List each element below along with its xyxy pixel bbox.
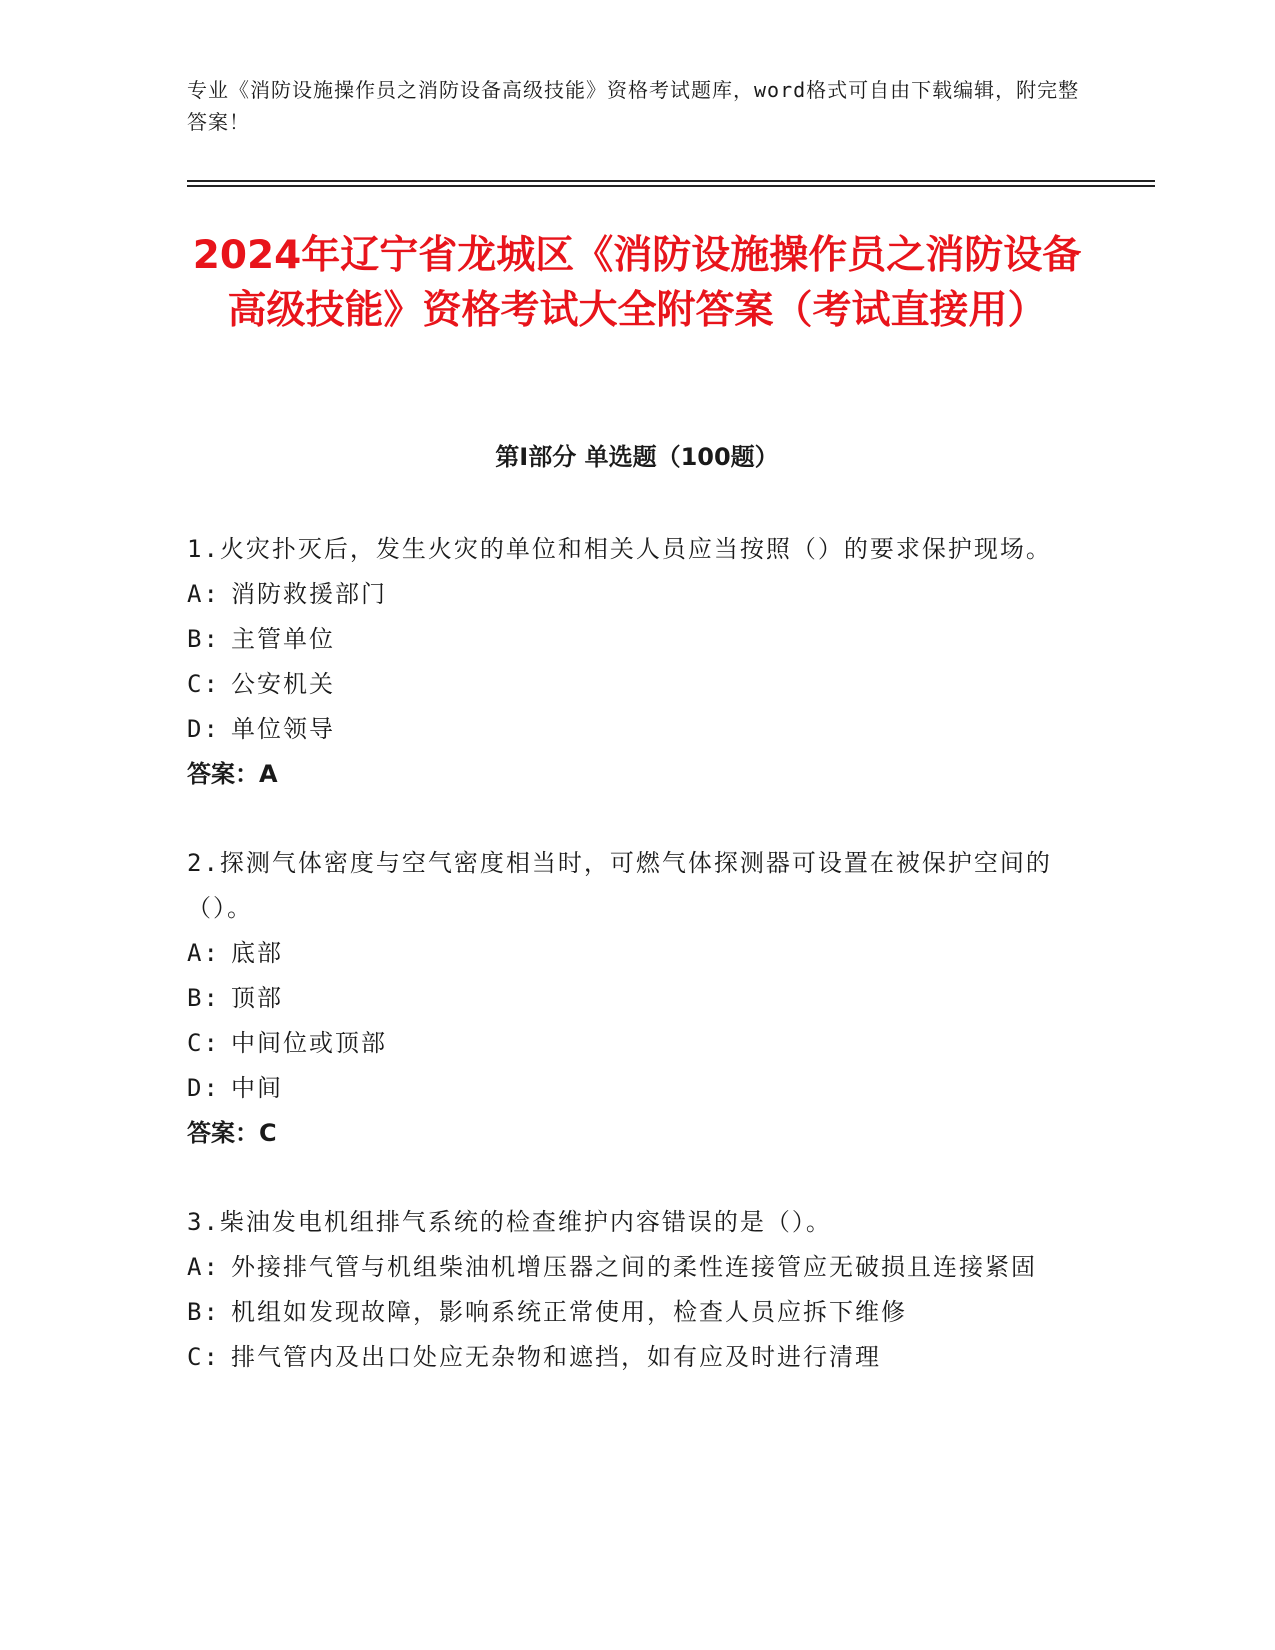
option-letter: C: — [187, 670, 220, 698]
question-stem: 1.火灾扑灭后，发生火灾的单位和相关人员应当按照（）的要求保护现场。 — [187, 535, 1052, 563]
option-d — [187, 707, 1092, 752]
option-letter: D: — [187, 715, 220, 743]
option-text: 排气管内及出口处应无杂物和遮挡，如有应及时进行清理 — [231, 1343, 881, 1371]
option-text: 消防救援部门 — [231, 580, 387, 608]
option-text: 中间位或顶部 — [231, 1029, 387, 1057]
option-b — [187, 976, 1092, 1021]
option-text: 单位领导 — [231, 715, 335, 743]
option-d — [187, 1066, 1092, 1111]
answer-line: 答案：A — [187, 760, 278, 788]
option-letter: B: — [187, 625, 220, 653]
section-heading: 第Ⅰ部分 单选题（100题） — [495, 443, 779, 471]
question-2 — [187, 841, 1092, 1156]
document-title: 2024年辽宁省龙城区《消防设施操作员之消防设备高级技能》资格考试大全附答案（考试直接用） — [192, 233, 1082, 333]
option-a — [187, 572, 1092, 617]
answer-line: 答案：C — [187, 1119, 277, 1147]
header-note: 专业《消防设施操作员之消防设备高级技能》资格考试题库，word格式可自由下载编辑，附完整答案！ — [187, 78, 1080, 134]
option-letter: A: — [187, 939, 220, 967]
option-letter: A: — [187, 1253, 220, 1281]
option-letter: B: — [187, 1298, 220, 1326]
option-c — [187, 662, 1092, 707]
question-3 — [187, 1200, 1092, 1380]
option-b — [187, 1290, 1092, 1335]
header-divider-top — [187, 180, 1155, 182]
option-text: 外接排气管与机组柴油机增压器之间的柔性连接管应无破损且连接紧固 — [231, 1253, 1037, 1281]
question-1 — [187, 527, 1092, 797]
option-a — [187, 931, 1092, 976]
option-letter: D: — [187, 1074, 220, 1102]
option-c — [187, 1021, 1092, 1066]
question-stem: 2.探测气体密度与空气密度相当时，可燃气体探测器可设置在被保护空间的（）。 — [187, 849, 1052, 922]
option-b — [187, 617, 1092, 662]
option-a — [187, 1245, 1092, 1290]
option-text: 公安机关 — [231, 670, 335, 698]
question-stem: 3.柴油发电机组排气系统的检查维护内容错误的是（）。 — [187, 1208, 832, 1236]
option-letter: A: — [187, 580, 220, 608]
option-text: 底部 — [231, 939, 283, 967]
option-c — [187, 1335, 1092, 1380]
option-text: 机组如发现故障，影响系统正常使用，检查人员应拆下维修 — [231, 1298, 907, 1326]
option-text: 顶部 — [231, 984, 283, 1012]
option-text: 中间 — [231, 1074, 283, 1102]
option-letter: B: — [187, 984, 220, 1012]
option-letter: C: — [187, 1343, 220, 1371]
header-divider-bottom — [187, 185, 1155, 187]
question-list — [187, 527, 1092, 1424]
option-text: 主管单位 — [231, 625, 335, 653]
option-letter: C: — [187, 1029, 220, 1057]
